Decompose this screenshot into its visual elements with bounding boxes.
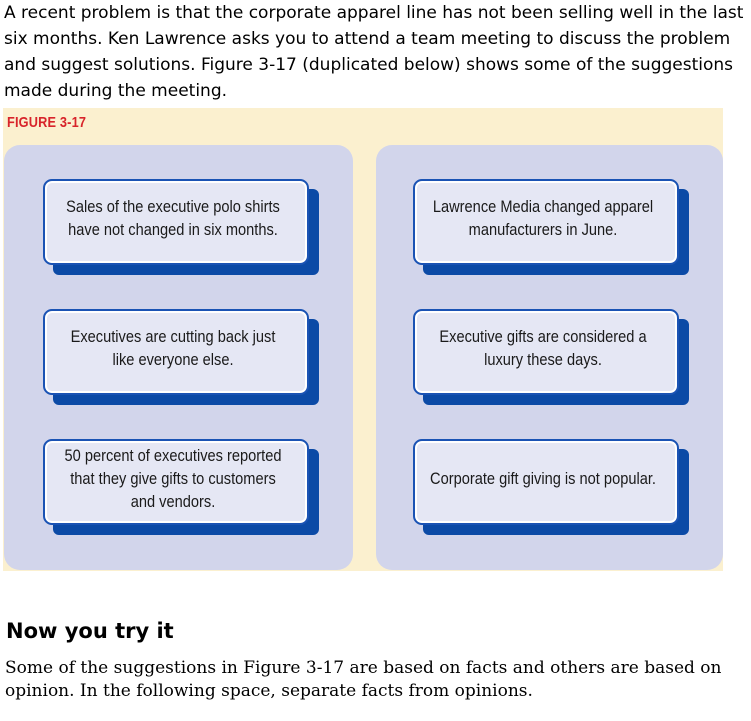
suggestion-card: [413, 179, 679, 265]
figure-label: FIGURE 3-17: [7, 114, 87, 131]
suggestion-text: Sales of the executive polo shirts have not changed in six months.: [66, 197, 280, 239]
suggestion-card: [413, 309, 679, 395]
suggestion-text: 50 percent of executives reported that they give gifts to customers and vendors.: [64, 445, 282, 511]
section-paragraph: Some of the suggestions in Figure 3-17 are based on facts and others are based on opinion. In the following space, separate facts from opinions.: [5, 658, 722, 701]
right-panel: [376, 145, 723, 570]
suggestion-text: Executives are cutting back just like everyone else.: [70, 327, 276, 369]
suggestion-text: Corporate gift giving is not popular.: [430, 468, 656, 488]
suggestion-card: [43, 309, 309, 395]
suggestion-card: [413, 439, 679, 525]
suggestion-card: [43, 179, 309, 265]
left-panel: [4, 145, 353, 570]
intro-paragraph: A recent problem is that the corporate apparel line has not been selling well in the last six months. Ken Lawrence asks you to attend a team meeting to discuss the problem and suggest solutions. Figure 3-17 (duplicated below) shows some of the suggestions made during the meeting.: [4, 3, 744, 101]
section-heading: Now you try it: [6, 619, 174, 643]
figure-3-17: [3, 108, 723, 571]
suggestion-card: [43, 439, 309, 525]
suggestion-text: Lawrence Media changed apparel manufacturers in June.: [432, 197, 654, 239]
suggestion-text: Executive gifts are considered a luxury these days.: [439, 327, 647, 369]
